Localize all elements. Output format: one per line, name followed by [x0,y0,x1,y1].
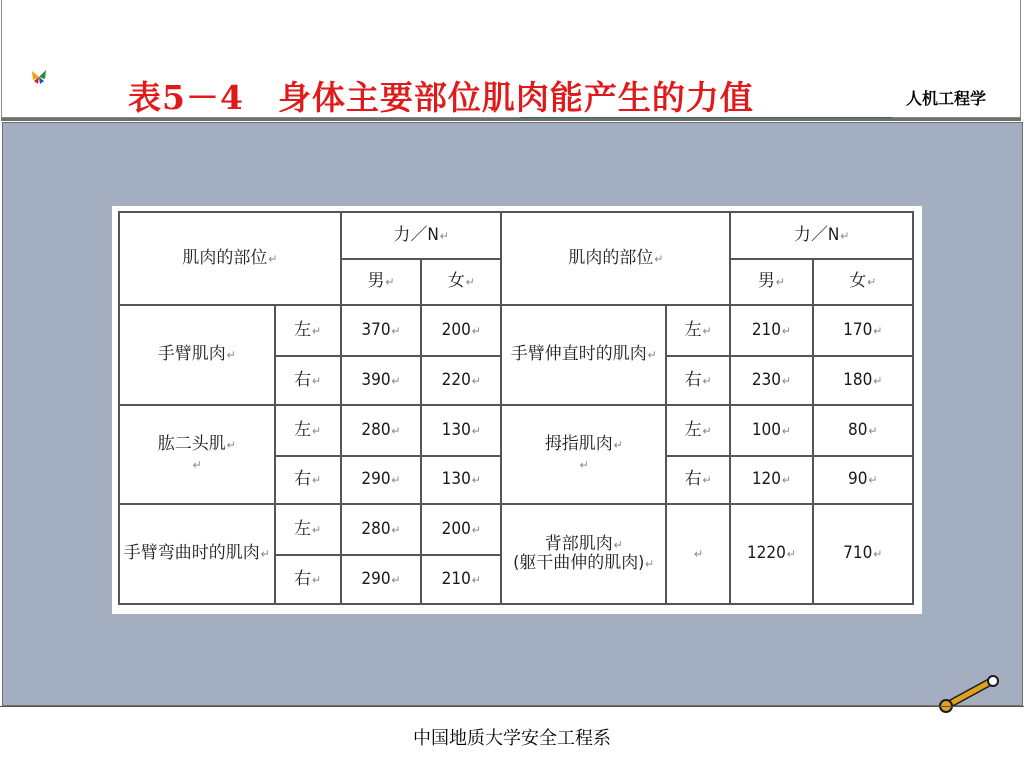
wrench-icon [938,672,1000,714]
side-cell: 右↵ [666,356,730,405]
male-value: 1220↵ [730,504,812,604]
side-cell: 右↵ [275,356,341,405]
male-value: 280↵ [341,504,421,555]
header-force-left: 力／N↵ [341,212,502,259]
female-value: 220↵ [421,356,501,405]
female-value: 710↵ [813,504,913,604]
side-cell: 左↵ [666,405,730,456]
table-row [119,504,913,555]
header-part-right: 肌肉的部位↵ [501,212,730,305]
side-cell: 左↵ [275,504,341,555]
male-value: 100↵ [730,405,812,456]
header-female-left: 女↵ [421,259,501,306]
female-value: 200↵ [421,504,501,555]
side-cell: 左↵ [666,305,730,356]
header-force-right: 力／N↵ [730,212,913,259]
side-cell: ↵ [666,504,730,604]
muscle-name: 手臂伸直时的肌肉↵ [501,305,666,405]
side-cell: 右↵ [275,456,341,505]
muscle-name: 手臂弯曲时的肌肉↵ [119,504,275,604]
female-value: 200↵ [421,305,501,356]
header-divider [1,118,1021,121]
female-value: 180↵ [813,356,913,405]
female-value: 170↵ [813,305,913,356]
force-table-image [112,206,922,614]
butterfly-logo-icon [30,68,48,86]
female-value: 80↵ [813,405,913,456]
female-value: 130↵ [421,405,501,456]
male-value: 120↵ [730,456,812,505]
side-cell: 右↵ [666,456,730,505]
table-row [119,405,913,456]
male-value: 290↵ [341,456,421,505]
male-value: 210↵ [730,305,812,356]
female-value: 210↵ [421,555,501,604]
muscle-name: 手臂肌肉↵ [119,305,275,405]
side-cell: 右↵ [275,555,341,604]
muscle-name: 背部肌肉↵ (躯干曲伸的肌肉)↵ [501,504,666,604]
muscle-name: 肱二头肌↵ ↵ [119,405,275,505]
header-male-left: 男↵ [341,259,421,306]
footer-divider [0,706,1024,707]
header-part-left: 肌肉的部位↵ [119,212,341,305]
muscle-name: 拇指肌肉↵ ↵ [501,405,666,505]
male-value: 280↵ [341,405,421,456]
male-value: 290↵ [341,555,421,604]
table-row [119,305,913,356]
male-value: 370↵ [341,305,421,356]
header-male-right: 男↵ [730,259,812,306]
male-value: 230↵ [730,356,812,405]
course-name: 人机工程学 [906,89,987,108]
slide-title: 表5－4 身体主要部位肌肉能产生的力值 [128,78,754,117]
footer-text: 中国地质大学安全工程系 [413,728,611,749]
female-value: 130↵ [421,456,501,505]
female-value: 90↵ [813,456,913,505]
header-female-right: 女↵ [813,259,913,306]
slide-header [0,0,1024,120]
muscle-force-table [118,211,914,605]
side-cell: 左↵ [275,405,341,456]
side-cell: 左↵ [275,305,341,356]
male-value: 390↵ [341,356,421,405]
